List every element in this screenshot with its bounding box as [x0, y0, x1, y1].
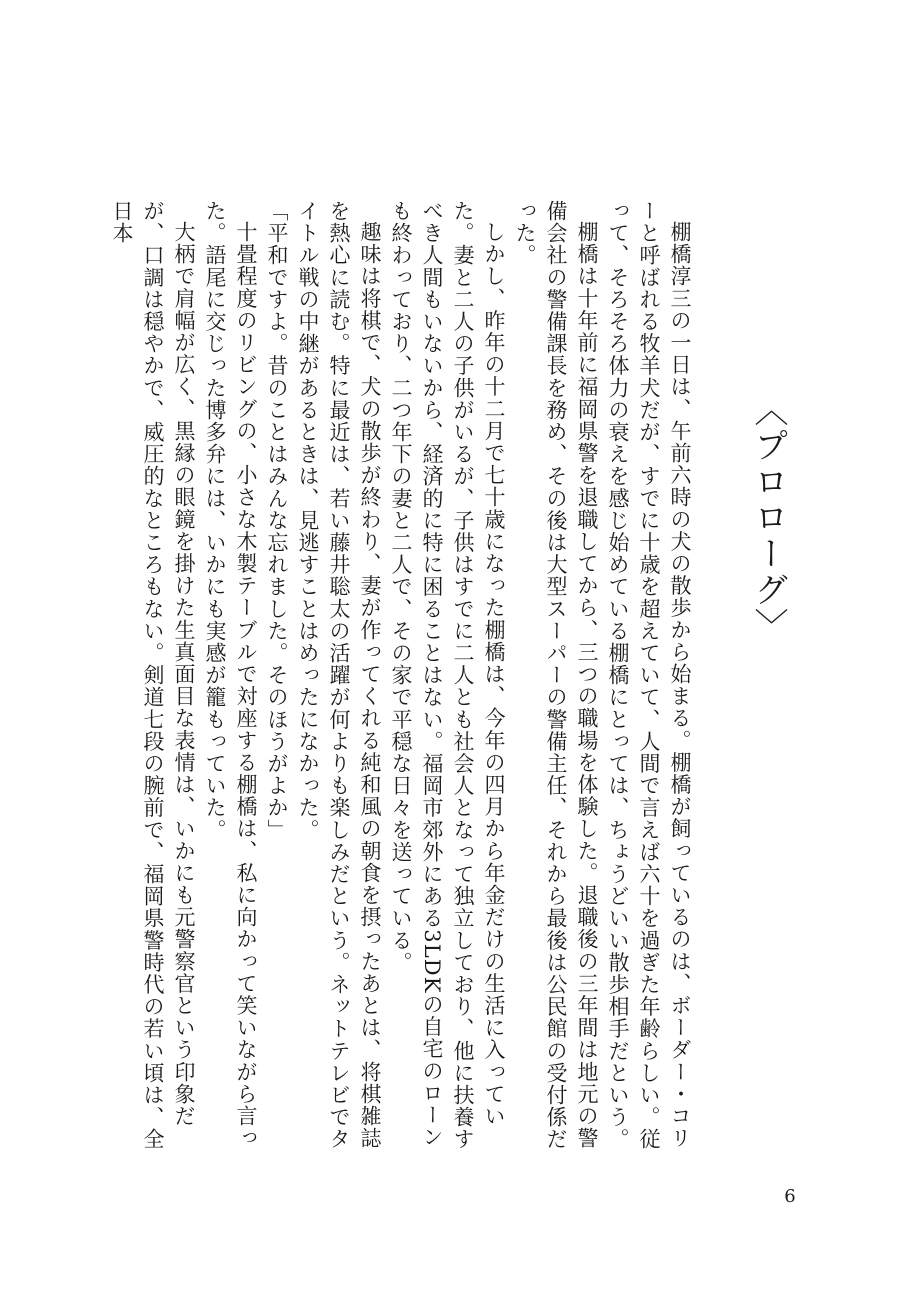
paragraph: 「平和ですよ。昔のことはみんな忘れました。そのほうがよか」 [265, 200, 289, 841]
paragraph: 大柄で肩幅が広く、黒縁の眼鏡を掛けた生真面目な表情は、いかにも元警察官という印象だが、口調は穏やかで、威圧的なところもない。剣道七段の腕前で、福岡県警時代の若い頃は、全日本 [110, 200, 196, 1151]
paragraph: 十畳程度のリビングの、小さな木製テーブルで対座する棚橋は、私に向かって笑いながら言った。語尾に交じった博多弁には、いかにも実感が籠もっていた。 [203, 200, 258, 1150]
page-number: 6 [784, 1186, 796, 1207]
paragraph: 棚橋淳三の一日は、午前六時の犬の散歩から始まる。棚橋が飼っているのは、ボーダー・コリーと呼ばれる牧羊犬だが、すでに十歳を超えていて、人間で言えば六十を過ぎた年齢らしい。従って、そろそろ体力の衰えを感じ始めている棚橋にとっては、ちょうどいい散歩相手だという。 [606, 200, 692, 1151]
body-text [110, 200, 695, 1160]
paragraph: 棚橋は十年前に福岡県警を退職してから、三つの職場を体験した。退職後の三年間は地元の警備会社の警備課長を務め、その後は大型スーパーの警備主任、それから最後は公民館の受付係だった。 [513, 200, 599, 1151]
paragraph: 趣味は将棋で、犬の散歩が終わり、妻が作ってくれる純和風の朝食を摂ったあとは、将棋雑誌を熱心に読む。特に最近は、若い藤井聡太の活躍が何よりも楽しみだという。ネットテレビでタイトル戦の中継があるときは、見逃すことはめったになかった。 [296, 200, 382, 1151]
chapter-title: 〈プロローグ〉 [748, 392, 788, 644]
paragraph: しかし、昨年の十二月で七十歳になった棚橋は、今年の四月から年金だけの生活に入っていた。妻と二人の子供がいるが、子供はすでに二人とも社会人となって独立しており、他に扶養すべき人間もいないから、経済的に特に困ることはない。福岡市郊外にある3LDKの自宅のローンも終わっており、二つ年下の妻と二人で、その家で平穏な日々を送っている。 [389, 200, 506, 1151]
